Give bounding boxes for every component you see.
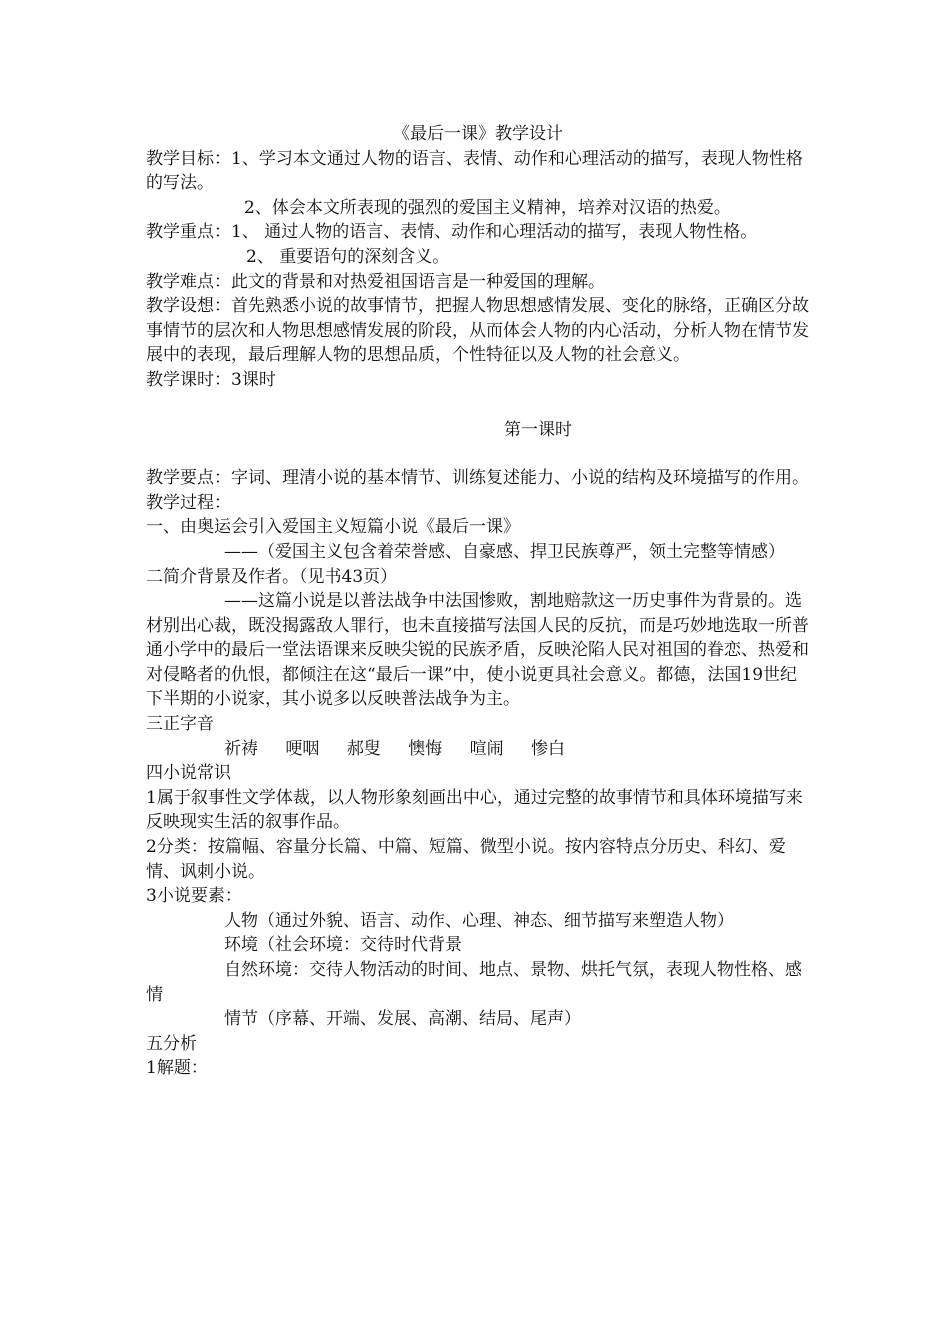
section-4-item-1: 1属于叙事性文学体裁，以人物形象刻画出中心，通过完整的故事情节和具体环境描写来反映现实生活的叙事作品。: [146, 787, 803, 833]
element-plot: 情节（序幕、开端、发展、高潮、结局、尾声）: [224, 1009, 581, 1030]
element-environment: 环境（社会环境：交待时代背景: [224, 935, 462, 956]
section-3-title: 三正字音: [146, 714, 214, 735]
section-5-title: 五分析: [146, 1033, 197, 1054]
pronunciation-word: 惨白: [531, 738, 566, 759]
pronunciation-word: 祈祷: [224, 738, 258, 759]
lesson-heading: 第一课时: [504, 419, 572, 440]
element-nature: 自然环境：交待人物活动的时间、地点、景物、烘托气氛，表现人物性格、感情: [146, 960, 802, 1005]
section-5-item-1: 1解题：: [146, 1058, 208, 1079]
section-2-body: ——这篇小说是以普法战争中法国惨败，割地赔款这一历史事件为背景的。选材别出心裁，既没揭露敌人罪行，也未直接描写法国人民的反抗，而是巧妙地选取一所普通小学中的最后一堂法语课来反映尖锐的民族矛盾，反映沦陷人民对祖国的眷恋、热爱和对侵略者的仇恨，都倾注在这“最后一课”中，使小说更具社会意义。都德，法国19世纪下半期的小说家，其小说多以反映普法战争为主。: [146, 591, 809, 710]
pronunciation-word: 哽咽: [285, 738, 320, 759]
teaching-points: 教学要点：字词、理清小说的基本情节、训练复述能力、小说的结构及环境描写的作用。: [146, 468, 809, 489]
pronunciation-words: [146, 737, 810, 762]
element-person: 人物（通过外貌、语言、动作、心理、神态、细节描写来塑造人物）: [224, 910, 734, 931]
pronunciation-word: 郝叟: [346, 738, 381, 759]
section-1-note: ——（爱国主义包含着荣誉感、自豪感、捍卫民族尊严，领土完整等情感）: [224, 541, 785, 562]
document-body: [146, 122, 810, 1081]
pronunciation-word: 喧闹: [469, 738, 504, 759]
section-4-item-2: 2分类：按篇幅、容量分长篇、中篇、短篇、微型小说。按内容特点分历史、科幻、爱情、讽刺小说。: [146, 837, 786, 882]
teaching-goal-2: 2、体会本文所表现的强烈的爱国主义精神，培养对汉语的热爱。: [244, 197, 731, 218]
section-4-item-3: 3小说要素：: [146, 886, 242, 907]
teaching-key-1: 教学重点：1、 通过人物的语言、表情、动作和心理活动的描写，表现人物性格。: [146, 222, 758, 243]
section-4-title: 四小说常识: [146, 763, 231, 784]
teaching-difficulty: 教学难点：此文的背景和对热爱祖国语言是一种爱国的理解。: [146, 271, 605, 292]
pronunciation-word: 懊悔: [408, 738, 443, 759]
teaching-goal-1: 教学目标：1、学习本文通过人物的语言、表情、动作和心理活动的描写，表现人物性格的写法。: [146, 148, 803, 194]
teaching-key-2: 2、 重要语句的深刻含义。: [246, 246, 450, 267]
section-2-title: 二简介背景及作者。（见书43页）: [146, 566, 398, 587]
document-title: 《最后一课》教学设计: [393, 124, 563, 144]
teaching-idea: 教学设想：首先熟悉小说的故事情节，把握人物思想感情发展、变化的脉络，正确区分故事情节的层次和人物思想感情发展的阶段，从而体会人物的内心活动，分析人物在情节发展中的表现，最后理解人物的思想品质，个性特征以及人物的社会意义。: [146, 296, 809, 366]
teaching-process: 教学过程：: [146, 492, 231, 513]
teaching-hours: 教学课时：3课时: [146, 369, 276, 390]
section-1-title: 一、由奥运会引入爱国主义短篇小说《最后一课》: [146, 517, 520, 538]
